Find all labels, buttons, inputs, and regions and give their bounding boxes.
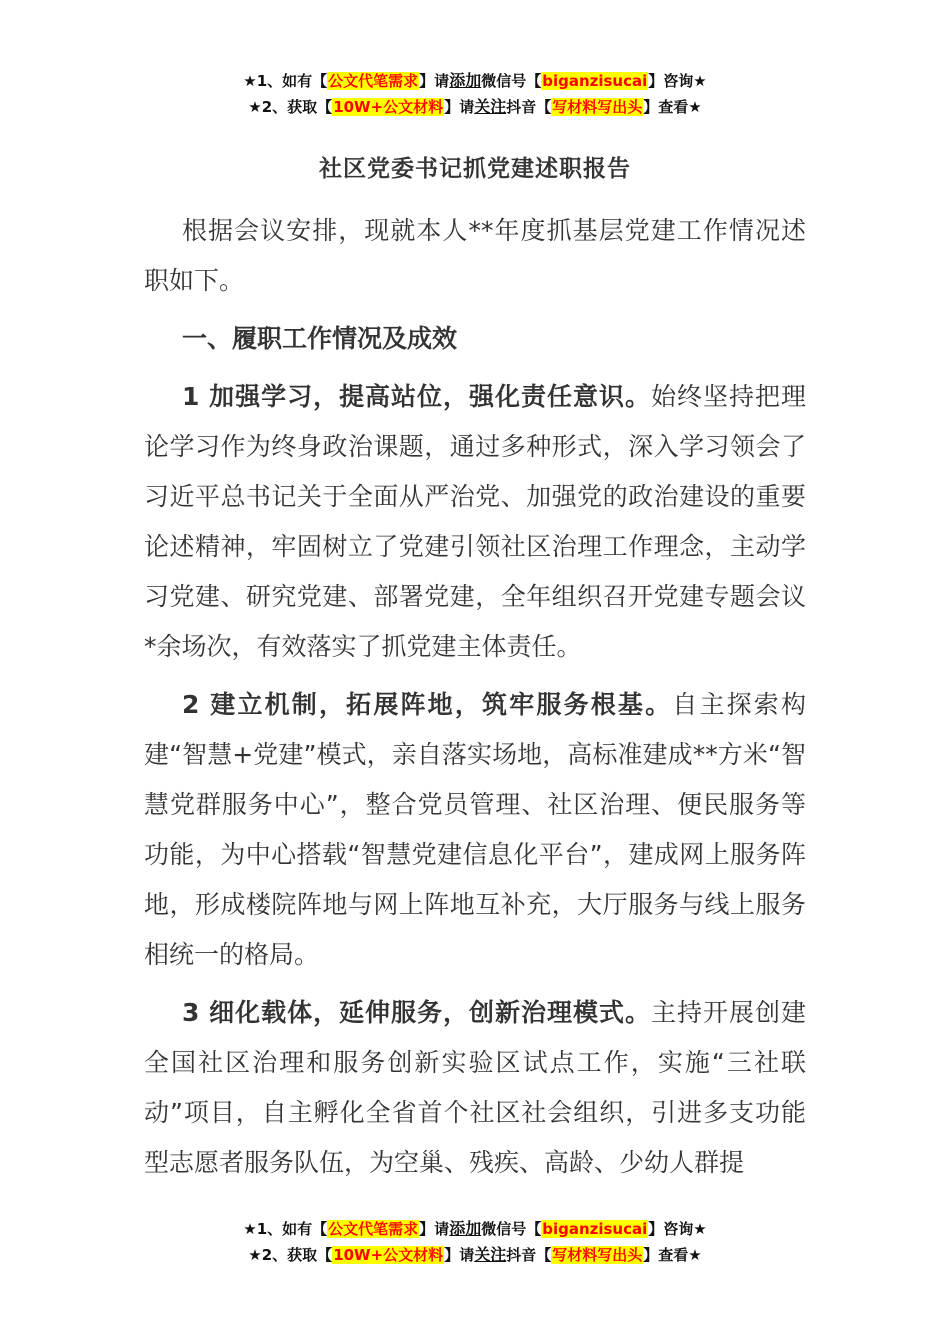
item-paragraph-3 <box>144 988 806 1188</box>
document-body <box>144 206 806 1196</box>
promo-banner-bottom <box>0 1216 950 1268</box>
item-paragraph-1 <box>144 372 806 672</box>
highlight-wechat-id: biganzisucai <box>542 1220 648 1238</box>
highlight-service: 公文代笔需求 <box>328 1220 419 1238</box>
highlight-wechat-id: biganzisucai <box>542 72 648 90</box>
item-lead: 2 建立机制，拓展阵地，筑牢服务根基。 <box>182 690 673 719</box>
promo-line-1: ★1、如有【公文代笔需求】请添加微信号【biganzisucai】咨询★ <box>243 1219 707 1238</box>
item-text: 主持开展创建全国社区治理和服务创新实验区试点工作，实施“三社联动”项目，自主孵化全省首个社区社会组织，引进多支功能型志愿者服务队伍，为空巢、残疾、高龄、少幼人群提 <box>144 998 806 1177</box>
item-lead: 3 细化载体，延伸服务，创新治理模式。 <box>182 998 652 1027</box>
intro-paragraph: 根据会议安排，现就本人**年度抓基层党建工作情况述职如下。 <box>144 216 806 295</box>
promo-line-2: ★2、获取【10W+公文材料】请关注抖音【写材料写出头】查看★ <box>248 1245 702 1264</box>
highlight-douyin-id: 写材料写出头 <box>552 1246 643 1264</box>
item-paragraph-2 <box>144 680 806 980</box>
document-title: 社区党委书记抓党建述职报告 <box>319 156 631 182</box>
highlight-douyin-id: 写材料写出头 <box>552 98 643 116</box>
item-text: 始终坚持把理论学习作为终身政治课题，通过多种形式，深入学习领会了习近平总书记关于全面从严治党、加强党的政治建设的重要论述精神，牢固树立了党建引领社区治理工作理念，主动学习党建、研究党建、部署党建，全年组织召开党建专题会议*余场次，有效落实了抓党建主体责任。 <box>144 382 806 661</box>
highlight-materials: 10W+公文材料 <box>333 1246 444 1264</box>
promo-banner-top <box>0 68 950 120</box>
promo-line-1: ★1、如有【公文代笔需求】请添加微信号【biganzisucai】咨询★ <box>243 71 707 90</box>
highlight-materials: 10W+公文材料 <box>333 98 444 116</box>
item-text: 自主探索构建“智慧+党建”模式，亲自落实场地，高标准建成**方米“智慧党群服务中心”，整合党员管理、社区治理、便民服务等功能，为中心搭载“智慧党建信息化平台”，建成网上服务阵地，形成楼院阵地与网上阵地互补充，大厅服务与线上服务相统一的格局。 <box>144 690 806 969</box>
promo-line-2: ★2、获取【10W+公文材料】请关注抖音【写材料写出头】查看★ <box>248 97 702 116</box>
section-heading: 一、履职工作情况及成效 <box>182 324 458 353</box>
highlight-service: 公文代笔需求 <box>328 72 419 90</box>
item-lead: 1 加强学习，提高站位，强化责任意识。 <box>182 382 652 411</box>
